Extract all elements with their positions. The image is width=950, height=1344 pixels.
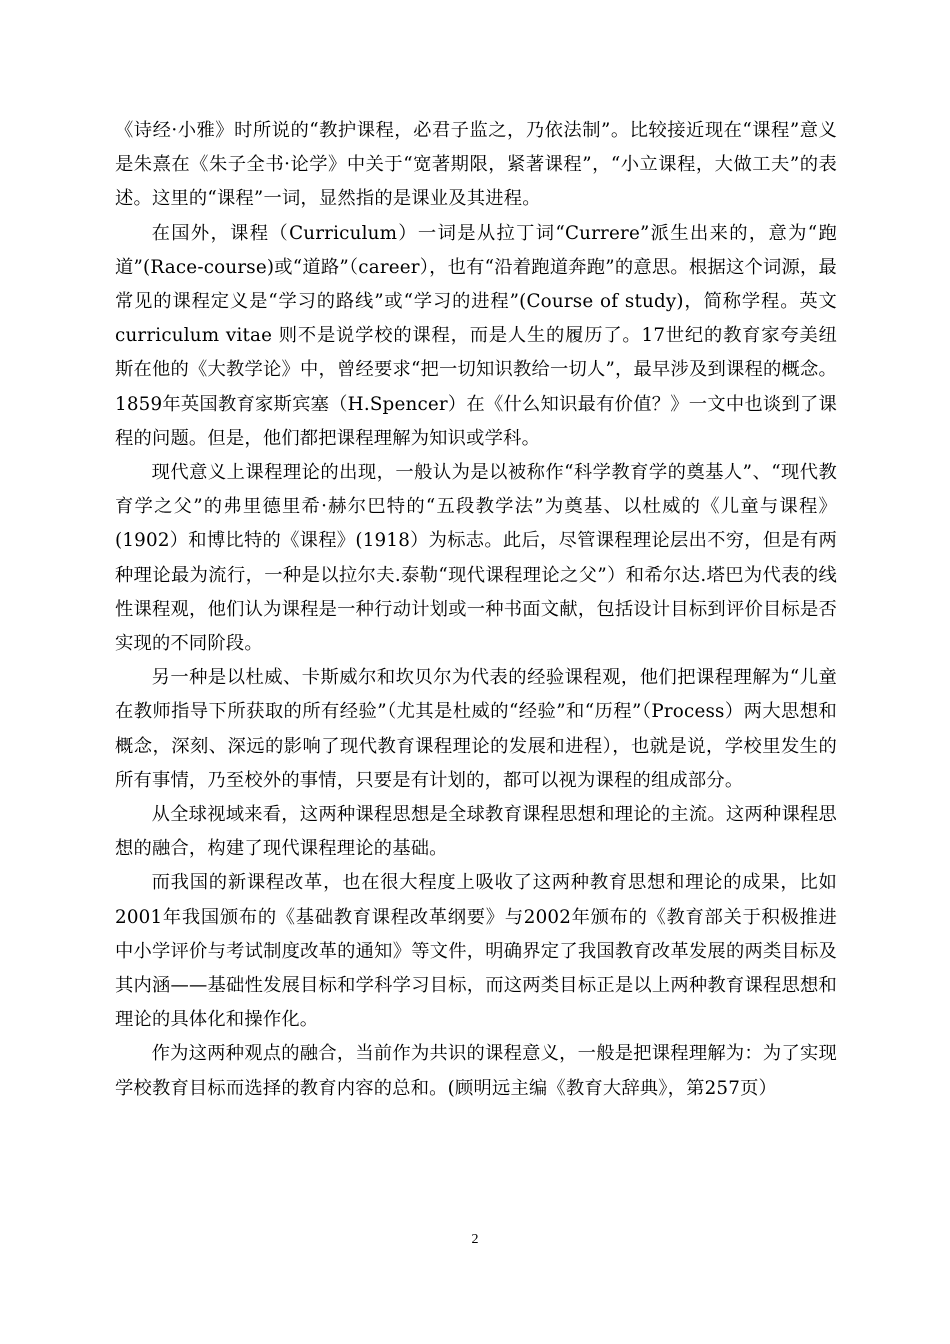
- paragraph-experience-curriculum: 另一种是以杜威、卡斯威尔和坎贝尔为代表的经验课程观，他们把课程理解为“儿童在教师指导下所获取的所有经验”（尤其是杜威的“经验”和“历程”（Process）两大思想和概念，深刻、深远的影响了现代教育课程理论的发展和进程），也就是说，学校里发生的所有事情，乃至校外的事情，只要是有计划的，都可以视为课程的组成部分。: [115, 667, 837, 791]
- paragraph-continuation: 《诗经·小雅》时所说的“教护课程，必君子监之，乃依法制”。比较接近现在“课程”意义是朱熹在《朱子全书·论学》中关于“宽著期限，紧著课程”，“小立课程，大做工夫”的表述。这里的“课程”一词，显然指的是课业及其进程。: [115, 120, 837, 210]
- document-body: [115, 114, 837, 1106]
- paragraph-curriculum-etymology: 在国外，课程（Curriculum）一词是从拉丁词“Currere”派生出来的，意为“跑道”(Race-course)或“道路”（career），也有“沿着跑道奔跑”的意思。根据这个词源，最常见的课程定义是“学习的路线”或“学习的进程”(Course of study)，简称学程。英文curriculum vitae 则不是说学校的课程，而是人生的履历了。17世纪的教育家夸美纽斯在他的《大教学论》中，曾经要求“把一切知识教给一切人”，最早涉及到课程的概念。1859年英国教育家斯宾塞（H.Spencer）在《什么知识最有价值？》一文中也谈到了课程的问题。但是，他们都把课程理解为知识或学科。: [115, 222, 837, 449]
- paragraph-consensus-definition: 作为这两种观点的融合，当前作为共识的课程意义，一般是把课程理解为：为了实现学校教育目标而选择的教育内容的总和。(顾明远主编《教育大辞典》，第257页）: [115, 1043, 837, 1099]
- paragraph-global-view: 从全球视域来看，这两种课程思想是全球教育课程思想和理论的主流。这两种课程思想的融合，构建了现代课程理论的基础。: [115, 804, 837, 860]
- page-number: 2: [471, 1232, 479, 1247]
- paragraph-modern-curriculum-theory: 现代意义上课程理论的出现，一般认为是以被称作“科学教育学的奠基人”、“现代教育学之父”的弗里德里希·赫尔巴特的“五段教学法”为奠基、以杜威的《儿童与课程》(1902）和博比特的《课程》(1918）为标志。此后，尽管课程理论层出不穷，但是有两种理论最为流行，一种是以拉尔夫.泰勒“现代课程理论之父”）和希尔达.塔巴为代表的线性课程观，他们认为课程是一种行动计划或一种书面文献，包括设计目标到评价目标是否实现的不同阶段。: [115, 462, 837, 655]
- paragraph-china-reform: 而我国的新课程改革，也在很大程度上吸收了这两种教育思想和理论的成果，比如2001年我国颁布的《基础教育课程改革纲要》与2002年颁布的《教育部关于积极推进中小学评价与考试制度改革的通知》等文件，明确界定了我国教育改革发展的两类目标及其内涵——基础性发展目标和学科学习目标，而这两类目标正是以上两种教育课程思想和理论的具体化和操作化。: [115, 872, 837, 1031]
